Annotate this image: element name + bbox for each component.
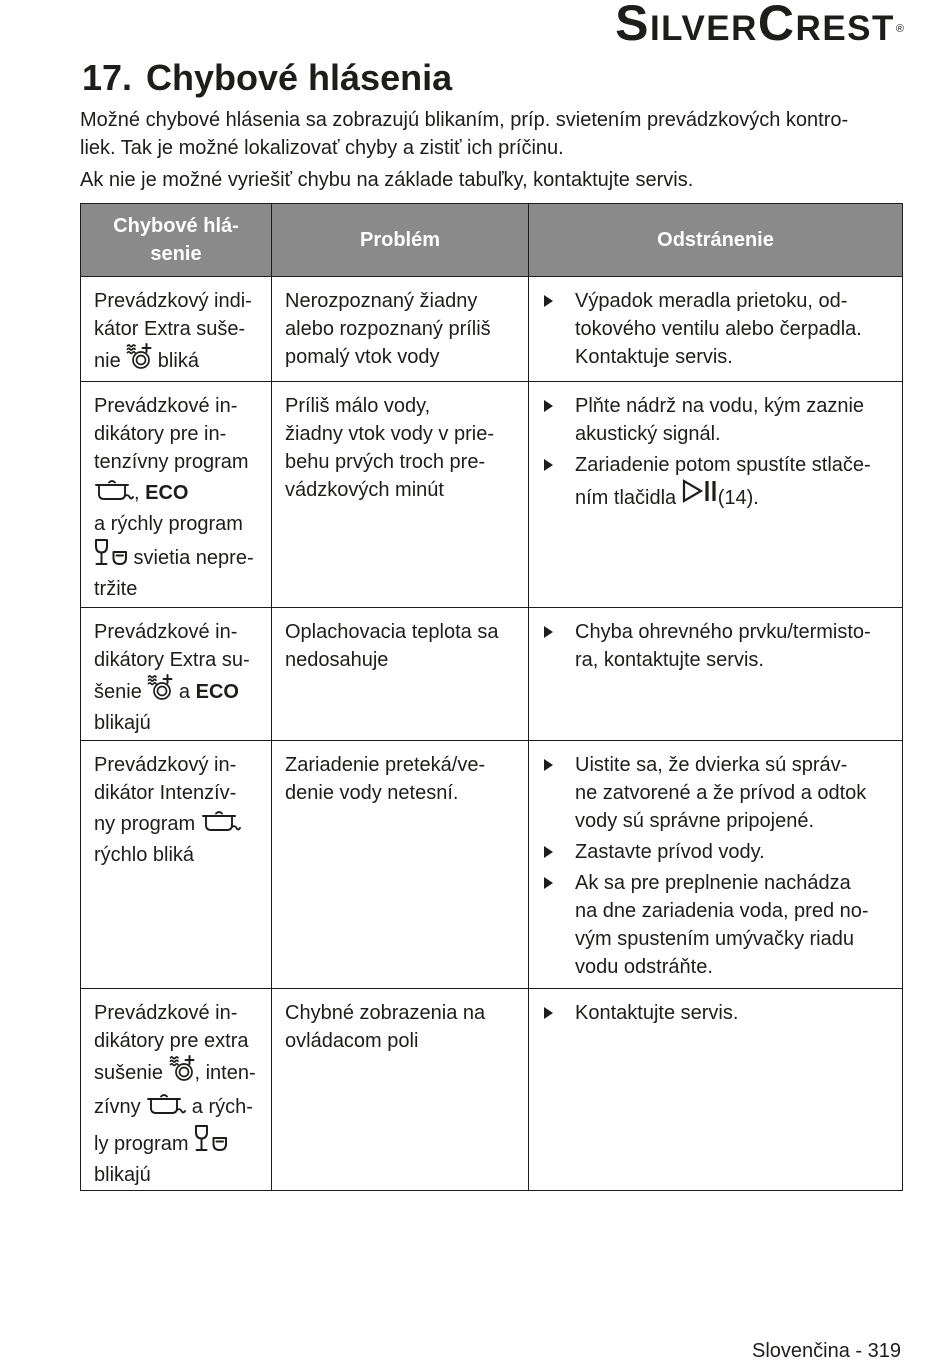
eco-label: ECO xyxy=(145,482,189,504)
text-segment: Zariadenie preteká/ve- xyxy=(285,754,486,776)
bullet-text xyxy=(575,287,896,371)
text-line xyxy=(575,618,896,646)
text-line xyxy=(94,420,265,448)
text-line xyxy=(285,646,522,674)
text-segment: Chybné zobrazenia na xyxy=(285,1002,486,1024)
text-segment: a rýchly program xyxy=(94,513,243,535)
bullet-arrow-icon xyxy=(544,626,553,638)
text-segment: nedosahuje xyxy=(285,649,389,671)
text-line xyxy=(94,1055,265,1090)
error-messages-table xyxy=(80,203,903,1191)
text-segment: Prevádzkové in- xyxy=(94,621,238,643)
intro-text xyxy=(80,106,930,194)
text-line xyxy=(285,287,522,315)
bullet-arrow-icon xyxy=(544,1007,553,1019)
remedy-cell xyxy=(529,277,903,382)
text-line xyxy=(575,838,896,866)
text-segment: kátor Extra suše- xyxy=(94,318,246,340)
text-line xyxy=(94,709,265,737)
text-line xyxy=(575,479,896,515)
table-row xyxy=(81,989,903,1191)
text-segment: šenie xyxy=(94,681,148,703)
text-segment: Uistite sa, že dvierka sú správ- xyxy=(575,754,848,776)
text-line xyxy=(285,1027,522,1055)
intro-paragraph xyxy=(80,166,930,194)
text-segment: Oplachovacia teplota sa xyxy=(285,621,499,643)
text-segment: a rých- xyxy=(186,1096,253,1118)
bullet-arrow-icon xyxy=(544,400,553,412)
text-line xyxy=(575,869,896,897)
remedy-bullet xyxy=(544,999,896,1027)
text-line xyxy=(94,674,265,709)
text-segment: ny program xyxy=(94,813,201,835)
brand-logo xyxy=(615,0,904,61)
text-segment: pomalý vtok vody xyxy=(285,346,440,368)
text-segment: Kontaktujte servis. xyxy=(575,1002,739,1024)
text-segment: tržite xyxy=(94,578,138,600)
problem-cell xyxy=(272,277,529,382)
text-line xyxy=(575,807,896,835)
text-line xyxy=(94,510,265,538)
text-segment: ne zatvorené a že prívod a odtok xyxy=(575,782,867,804)
text-line xyxy=(285,999,522,1027)
text-segment: na dne zariadenia voda, pred no- xyxy=(575,900,869,922)
bullet-arrow-icon xyxy=(544,759,553,771)
brand-logo-text: SilverCrest xyxy=(615,0,895,51)
bullet-text xyxy=(575,999,896,1027)
text-line xyxy=(285,779,522,807)
text-line xyxy=(94,1161,265,1189)
remedy-cell xyxy=(529,989,903,1191)
text-segment: Prevádzkový indi- xyxy=(94,290,252,312)
play-pause-icon xyxy=(682,479,718,503)
text-segment: blikajú xyxy=(94,712,151,734)
bullet-text xyxy=(575,869,896,981)
indicator-cell xyxy=(81,382,272,608)
text-segment: ním tlačidla xyxy=(575,487,682,509)
section-heading xyxy=(82,57,452,99)
text-segment: denie vody netesní. xyxy=(285,782,459,804)
column-header-error-message xyxy=(81,204,272,277)
remedy-bullet xyxy=(544,838,896,866)
text-segment: Plňte nádrž na vodu, kým zaznie xyxy=(575,395,865,417)
quick-program-icon xyxy=(94,538,128,566)
text-line xyxy=(94,646,265,674)
text-segment: Zariadenie potom spustíte stlače- xyxy=(575,454,871,476)
bullet-arrow-icon xyxy=(544,877,553,889)
text-segment: vodu odstráňte. xyxy=(575,956,713,978)
text-line xyxy=(575,646,896,674)
bullet-text xyxy=(575,751,896,835)
text-line xyxy=(285,392,522,420)
text-segment: ly program xyxy=(94,1133,195,1155)
text-line xyxy=(285,420,522,448)
text-segment: , xyxy=(134,482,146,504)
text-line xyxy=(94,999,265,1027)
text-line xyxy=(94,841,265,869)
remedy-bullet xyxy=(544,451,896,515)
text-line xyxy=(575,953,896,981)
text-segment: Výpadok meradla prietoku, od- xyxy=(575,290,848,312)
extra-drying-icon xyxy=(169,1055,195,1081)
text-segment: akustický signál. xyxy=(575,423,721,445)
bullet-text xyxy=(575,618,896,674)
intro-line: liek. Tak je možné lokalizovať chyby a zistiť ich príčinu. xyxy=(80,137,564,159)
table-header-row xyxy=(81,204,903,277)
text-segment: (14). xyxy=(717,487,759,509)
text-segment: dikátory Extra su- xyxy=(94,649,250,671)
text-segment: dikátor Intenzív- xyxy=(94,782,237,804)
text-segment: rýchlo bliká xyxy=(94,844,195,866)
text-segment: nie xyxy=(94,350,127,372)
text-segment: blikajú xyxy=(94,1164,151,1186)
text-segment: Nerozpoznaný žiadny xyxy=(285,290,478,312)
text-segment: dikátory pre in- xyxy=(94,423,227,445)
text-segment: a xyxy=(173,681,196,703)
text-segment: žiadny vtok vody v prie- xyxy=(285,423,494,445)
table-body xyxy=(81,277,903,1191)
text-line xyxy=(94,1124,265,1161)
indicator-cell xyxy=(81,277,272,382)
text-segment: vým spustením umývačky riadu xyxy=(575,928,854,950)
bullet-arrow-icon xyxy=(544,846,553,858)
text-segment: bliká xyxy=(152,350,199,372)
text-segment: ra, kontaktujte servis. xyxy=(575,649,764,671)
intro-line: Možné chybové hlásenia sa zobrazujú blikaním, príp. svietením prevádzkových kontro- xyxy=(80,109,849,131)
header-label: Chybové hlá- xyxy=(113,215,239,237)
table-row xyxy=(81,277,903,382)
text-segment: , inten- xyxy=(194,1062,256,1084)
text-line xyxy=(575,779,896,807)
column-header-problem xyxy=(272,204,529,277)
text-line xyxy=(285,476,522,504)
text-line xyxy=(94,287,265,315)
bullet-arrow-icon xyxy=(544,459,553,471)
text-line xyxy=(94,751,265,779)
text-line xyxy=(575,999,896,1027)
text-line xyxy=(94,392,265,420)
remedy-bullet xyxy=(544,392,896,448)
table-row xyxy=(81,741,903,989)
text-segment: Prevádzkový in- xyxy=(94,754,237,776)
registered-mark: ® xyxy=(895,23,904,35)
text-segment: zívny xyxy=(94,1096,147,1118)
remedy-bullet xyxy=(544,869,896,981)
column-header-remedy xyxy=(529,204,903,277)
text-line xyxy=(285,448,522,476)
text-line xyxy=(285,343,522,371)
bullet-arrow-icon xyxy=(544,295,553,307)
remedy-cell xyxy=(529,382,903,608)
text-line xyxy=(285,315,522,343)
text-segment: Prevádzkové in- xyxy=(94,1002,238,1024)
text-line xyxy=(94,807,265,841)
text-line xyxy=(94,575,265,603)
bullet-text xyxy=(575,451,896,515)
text-line xyxy=(575,343,896,371)
bullet-text xyxy=(575,838,896,866)
header-label: senie xyxy=(150,243,202,265)
text-line xyxy=(94,343,265,378)
text-segment: Ak sa pre preplnenie nachádza xyxy=(575,872,851,894)
text-segment: sušenie xyxy=(94,1062,169,1084)
problem-cell xyxy=(272,608,529,741)
text-line xyxy=(285,618,522,646)
text-segment: vody sú správne pripojené. xyxy=(575,810,815,832)
text-segment: vádzkových minút xyxy=(285,479,444,501)
problem-cell xyxy=(272,741,529,989)
text-line xyxy=(94,476,265,510)
header-label: Odstránenie xyxy=(657,229,774,251)
extra-drying-icon xyxy=(147,674,173,700)
text-segment: alebo rozpoznaný príliš xyxy=(285,318,491,340)
problem-cell xyxy=(272,382,529,608)
text-line xyxy=(94,448,265,476)
text-line xyxy=(575,392,896,420)
indicator-cell xyxy=(81,608,272,741)
table-head xyxy=(81,204,903,277)
remedy-cell xyxy=(529,608,903,741)
text-line xyxy=(94,779,265,807)
indicator-cell xyxy=(81,741,272,989)
text-line xyxy=(575,420,896,448)
text-line xyxy=(575,897,896,925)
section-title: Chybové hlásenia xyxy=(146,57,453,98)
table-row xyxy=(81,382,903,608)
intensive-program-icon xyxy=(201,809,241,833)
remedy-bullet xyxy=(544,287,896,371)
text-line xyxy=(94,618,265,646)
eco-label: ECO xyxy=(195,681,239,703)
text-line xyxy=(94,1090,265,1124)
remedy-bullet xyxy=(544,751,896,835)
header-label: Problém xyxy=(359,229,441,251)
text-line xyxy=(575,287,896,315)
quick-program-icon xyxy=(194,1124,228,1152)
text-segment: Zastavte prívod vody. xyxy=(575,841,765,863)
text-segment: tokového ventilu alebo čerpadla. xyxy=(575,318,862,340)
intro-paragraph xyxy=(80,106,930,162)
text-segment: dikátory pre extra xyxy=(94,1030,249,1052)
remedy-cell xyxy=(529,741,903,989)
problem-cell xyxy=(272,989,529,1191)
text-line xyxy=(575,925,896,953)
text-segment: Príliš málo vody, xyxy=(285,395,431,417)
text-line xyxy=(285,751,522,779)
intensive-program-icon xyxy=(146,1092,186,1116)
text-segment: svietia nepre- xyxy=(128,547,254,569)
table-row xyxy=(81,608,903,741)
text-line xyxy=(575,751,896,779)
intro-line: Ak nie je možné vyriešiť chybu na základe tabuľky, kontaktujte servis. xyxy=(80,169,694,191)
text-line xyxy=(94,1027,265,1055)
indicator-cell xyxy=(81,989,272,1191)
text-segment: Prevádzkové in- xyxy=(94,395,238,417)
text-segment: ovládacom poli xyxy=(285,1030,419,1052)
text-line xyxy=(94,538,265,575)
text-segment: behu prvých troch pre- xyxy=(285,451,486,473)
text-line xyxy=(575,451,896,479)
extra-drying-icon xyxy=(126,343,152,369)
text-segment: tenzívny program xyxy=(94,451,249,473)
intensive-program-icon xyxy=(94,478,134,502)
text-segment: Chyba ohrevného prvku/termisto- xyxy=(575,621,871,643)
page-footer: Slovenčina - 319 xyxy=(752,1340,901,1362)
text-segment: Kontaktuje servis. xyxy=(575,346,733,368)
remedy-bullet xyxy=(544,618,896,674)
text-line xyxy=(94,315,265,343)
section-number: 17. xyxy=(82,57,133,98)
text-line xyxy=(575,315,896,343)
bullet-text xyxy=(575,392,896,448)
